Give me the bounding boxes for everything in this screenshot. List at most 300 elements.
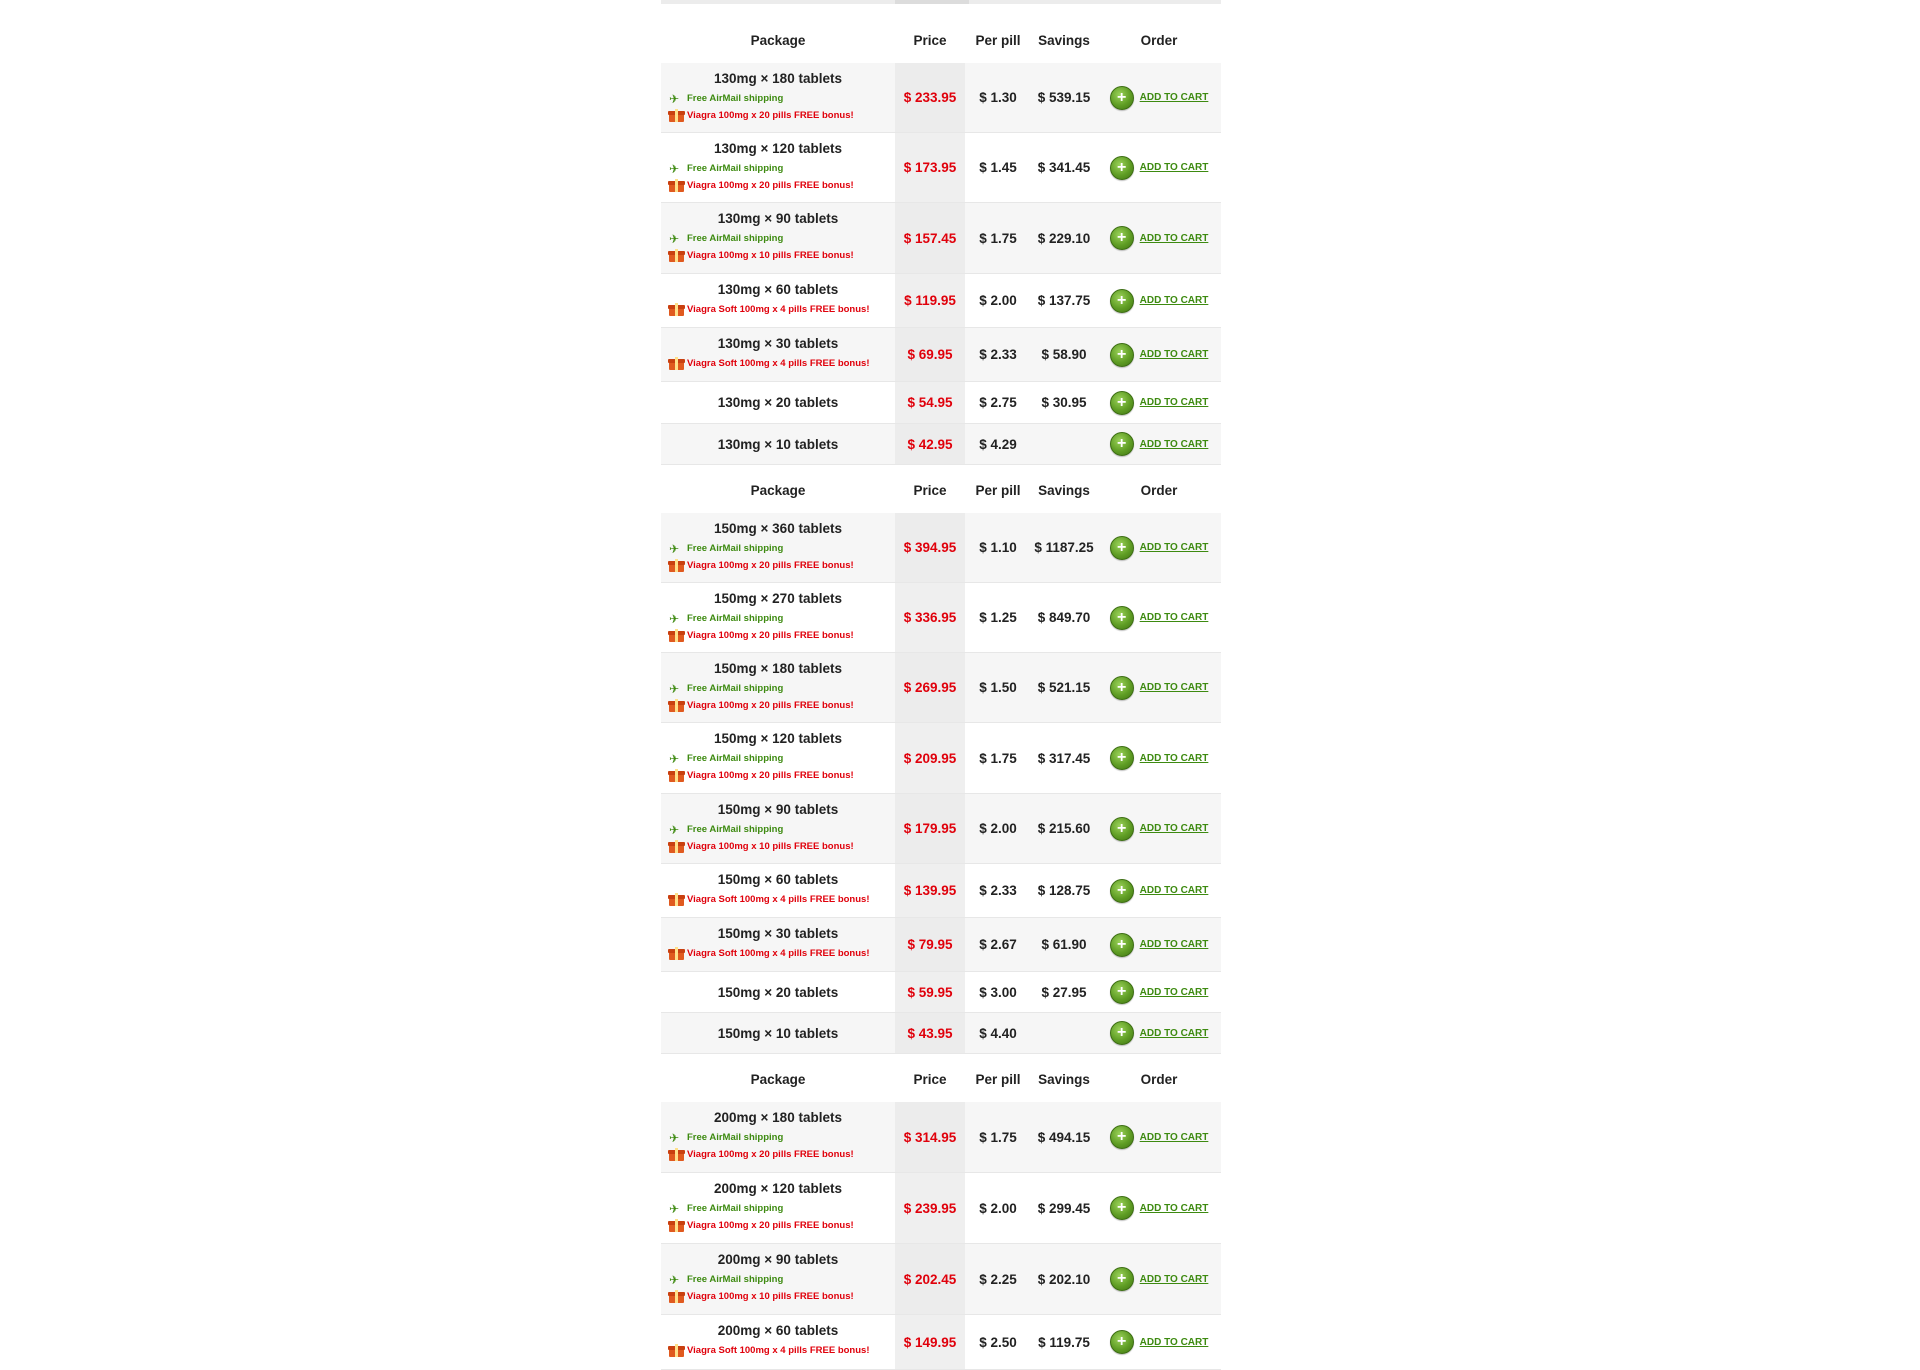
airplane-icon: ✈ (669, 91, 680, 106)
perk-text: Viagra 100mg x 20 pills FREE bonus! (687, 770, 854, 781)
perk-text: Viagra Soft 100mg x 4 pills FREE bonus! (687, 948, 870, 959)
header-savings: Savings (1038, 1071, 1090, 1087)
per-pill-cell: $ 2.00 (979, 293, 1017, 308)
savings-cell: $ 58.90 (1041, 347, 1087, 362)
perk-text: Viagra 100mg x 10 pills FREE bonus! (687, 1291, 854, 1302)
header-per-pill: Per pill (975, 1071, 1021, 1087)
price-cell: $ 119.95 (895, 274, 965, 327)
free-bonus-note (669, 247, 895, 264)
perk-text: Free AirMail shipping (687, 613, 784, 624)
add-to-cart-link[interactable]: ADD TO CART (1139, 1336, 1209, 1348)
plus-icon[interactable]: + (1110, 980, 1134, 1004)
header-order: Order (1140, 32, 1178, 48)
per-pill-cell: $ 1.25 (979, 610, 1017, 625)
add-to-cart-link[interactable]: ADD TO CART (1139, 438, 1209, 450)
per-pill-cell: $ 2.00 (979, 821, 1017, 836)
free-shipping-note (669, 821, 895, 838)
package-cell (661, 424, 895, 464)
gift-icon (669, 699, 687, 712)
savings-cell: $ 1187.25 (1034, 540, 1094, 555)
perk-text: Viagra Soft 100mg x 4 pills FREE bonus! (687, 894, 870, 905)
perk-text: Free AirMail shipping (687, 824, 784, 835)
add-to-cart-button[interactable] (1110, 536, 1209, 560)
order-cell (1097, 864, 1221, 917)
per-pill-cell: $ 4.29 (979, 436, 1017, 452)
add-to-cart-link[interactable]: ADD TO CART (1139, 232, 1209, 244)
header-per-pill: Per pill (975, 482, 1021, 498)
package-name: 130mg × 120 tablets (714, 141, 842, 156)
add-to-cart-link[interactable]: ADD TO CART (1139, 1202, 1209, 1214)
savings-cell: $ 27.95 (1041, 984, 1087, 1000)
gift-icon (669, 629, 687, 642)
price-cell: $ 59.95 (895, 972, 965, 1012)
header-package: Package (750, 482, 806, 498)
add-to-cart-link[interactable]: ADD TO CART (1139, 162, 1209, 173)
perk-text: Free AirMail shipping (687, 753, 784, 764)
package-cell (661, 864, 895, 917)
perk-text: Viagra 100mg x 20 pills FREE bonus! (687, 1220, 854, 1231)
package-cell (661, 1315, 895, 1369)
per-pill-cell: $ 1.45 (979, 160, 1017, 175)
table-row (661, 424, 1221, 465)
order-cell (1097, 1102, 1221, 1172)
free-bonus-note (669, 767, 895, 784)
price-cell: $ 314.95 (895, 1102, 965, 1172)
plus-icon[interactable]: + (1110, 226, 1134, 250)
order-cell (1097, 513, 1221, 582)
airplane-icon: ✈ (669, 231, 680, 246)
add-to-cart-button[interactable] (1110, 879, 1209, 903)
gift-icon (669, 559, 687, 572)
add-to-cart-link[interactable]: ADD TO CART (1139, 1027, 1209, 1039)
add-to-cart-button[interactable] (1110, 1021, 1209, 1045)
gift-icon (669, 109, 687, 122)
package-name: 130mg × 90 tablets (717, 211, 839, 226)
savings-cell: $ 119.75 (1038, 1334, 1090, 1350)
add-to-cart-button[interactable] (1110, 1267, 1209, 1291)
package-name: 130mg × 20 tablets (717, 395, 839, 410)
price-table (661, 17, 1221, 465)
table-row (661, 864, 1221, 918)
gift-icon (669, 249, 687, 262)
add-to-cart-link[interactable]: ADD TO CART (1139, 612, 1209, 623)
table-row (661, 583, 1221, 653)
add-to-cart-button[interactable] (1110, 1196, 1209, 1220)
free-shipping-note (669, 90, 895, 107)
package-name: 150mg × 90 tablets (717, 802, 839, 817)
package-cell (661, 653, 895, 722)
per-pill-cell: $ 1.75 (979, 750, 1017, 766)
package-cell (661, 1173, 895, 1243)
perk-text: Viagra 100mg x 20 pills FREE bonus! (687, 700, 854, 711)
price-cell: $ 139.95 (895, 864, 965, 917)
savings-cell: $ 137.75 (1037, 293, 1091, 308)
package-cell (661, 972, 895, 1012)
price-cell: $ 209.95 (895, 723, 965, 793)
price-table (661, 1056, 1221, 1370)
order-cell (1097, 63, 1221, 132)
add-to-cart-button[interactable] (1110, 980, 1209, 1004)
package-cell (661, 723, 895, 793)
plus-icon[interactable]: + (1110, 1125, 1134, 1149)
savings-cell: $ 494.15 (1037, 1129, 1091, 1145)
package-name: 200mg × 60 tablets (717, 1323, 839, 1338)
package-cell (661, 513, 895, 582)
perk-text: Viagra Soft 100mg x 4 pills FREE bonus! (687, 304, 870, 315)
add-to-cart-link[interactable]: ADD TO CART (1139, 295, 1209, 306)
package-cell (661, 1244, 895, 1314)
order-cell (1097, 1315, 1221, 1369)
package-name: 150mg × 180 tablets (714, 661, 842, 676)
add-to-cart-button[interactable] (1110, 933, 1209, 957)
per-pill-cell: $ 2.25 (979, 1271, 1017, 1287)
gift-icon (669, 303, 687, 316)
package-name: 130mg × 60 tablets (717, 282, 839, 297)
airplane-icon: ✈ (669, 611, 680, 626)
table-row (661, 1244, 1221, 1315)
price-cell: $ 233.95 (895, 63, 965, 132)
add-to-cart-link[interactable]: ADD TO CART (1139, 682, 1209, 693)
perk-text: Free AirMail shipping (687, 1132, 784, 1143)
package-cell (661, 63, 895, 132)
package-name: 150mg × 120 tablets (714, 731, 842, 746)
price-cell: $ 269.95 (895, 653, 965, 722)
package-cell (661, 274, 895, 327)
gift-icon (669, 840, 687, 853)
add-to-cart-link[interactable]: ADD TO CART (1139, 885, 1209, 896)
table-row (661, 1102, 1221, 1173)
price-table (661, 467, 1221, 1054)
free-bonus-note (669, 1288, 895, 1305)
plus-icon[interactable]: + (1110, 86, 1134, 110)
package-name: 200mg × 90 tablets (717, 1252, 839, 1267)
plus-icon[interactable]: + (1110, 676, 1134, 700)
free-shipping-note (669, 610, 895, 627)
free-bonus-note (669, 1146, 895, 1163)
package-name: 150mg × 30 tablets (717, 926, 839, 941)
package-cell (661, 583, 895, 652)
perk-text: Viagra 100mg x 20 pills FREE bonus! (687, 180, 854, 191)
gift-icon (669, 1148, 687, 1161)
table-row (661, 972, 1221, 1013)
savings-cell: $ 229.10 (1037, 230, 1091, 246)
savings-cell: $ 30.95 (1041, 395, 1087, 410)
gift-icon (669, 1219, 687, 1232)
per-pill-cell: $ 2.33 (979, 883, 1017, 898)
plus-icon[interactable]: + (1110, 289, 1134, 313)
add-to-cart-button[interactable] (1110, 343, 1209, 367)
table-row (661, 653, 1221, 723)
add-to-cart-link[interactable]: ADD TO CART (1139, 986, 1209, 998)
add-to-cart-button[interactable] (1110, 432, 1209, 456)
perk-text: Viagra 100mg x 20 pills FREE bonus! (687, 630, 854, 641)
per-pill-cell: $ 4.40 (979, 1025, 1017, 1041)
add-to-cart-button[interactable] (1110, 1330, 1209, 1354)
add-to-cart-button[interactable] (1110, 1125, 1209, 1149)
plus-icon[interactable]: + (1110, 817, 1134, 841)
free-bonus-note (669, 838, 895, 855)
per-pill-cell: $ 2.75 (979, 395, 1017, 410)
free-bonus-note (669, 557, 895, 574)
airplane-icon: ✈ (669, 681, 680, 696)
savings-cell: $ 539.15 (1037, 90, 1091, 105)
airplane-icon: ✈ (669, 1272, 680, 1287)
perk-text: Viagra 100mg x 20 pills FREE bonus! (687, 1149, 854, 1160)
table-header (661, 1056, 1221, 1102)
plus-icon[interactable]: + (1110, 536, 1134, 560)
table-row (661, 794, 1221, 864)
header-package: Package (750, 1071, 806, 1087)
perk-text: Viagra 100mg x 20 pills FREE bonus! (687, 560, 854, 571)
plus-icon[interactable]: + (1110, 1021, 1134, 1045)
perk-text: Viagra 100mg x 10 pills FREE bonus! (687, 250, 854, 261)
order-cell (1097, 328, 1221, 381)
table-row (661, 382, 1221, 424)
per-pill-cell: $ 1.75 (979, 1129, 1017, 1145)
perk-text: Viagra Soft 100mg x 4 pills FREE bonus! (687, 358, 870, 369)
price-cell: $ 54.95 (895, 382, 965, 423)
free-bonus-note (669, 301, 895, 318)
per-pill-cell: $ 1.30 (979, 90, 1017, 105)
order-cell (1097, 133, 1221, 202)
savings-cell: $ 299.45 (1037, 1200, 1091, 1216)
package-cell (661, 918, 895, 971)
header-savings: Savings (1038, 482, 1090, 498)
free-shipping-note (669, 1200, 895, 1217)
perk-text: Free AirMail shipping (687, 543, 784, 554)
plus-icon[interactable]: + (1110, 933, 1134, 957)
price-cell: $ 179.95 (895, 794, 965, 863)
table-row (661, 328, 1221, 382)
order-cell (1097, 1013, 1221, 1053)
gift-icon (669, 1290, 687, 1303)
price-cell: $ 157.45 (895, 203, 965, 273)
per-pill-cell: $ 2.50 (979, 1334, 1017, 1350)
package-name: 150mg × 60 tablets (717, 872, 839, 887)
airplane-icon: ✈ (669, 161, 680, 176)
plus-icon[interactable]: + (1110, 432, 1134, 456)
free-bonus-note (669, 1217, 895, 1234)
free-shipping-note (669, 750, 895, 767)
plus-icon[interactable]: + (1110, 156, 1134, 180)
add-to-cart-button[interactable] (1110, 86, 1209, 110)
table-header (661, 17, 1221, 63)
table-row (661, 723, 1221, 794)
free-bonus-note (669, 355, 895, 372)
per-pill-cell: $ 2.00 (979, 1200, 1017, 1216)
plus-icon[interactable]: + (1110, 1267, 1134, 1291)
add-to-cart-link[interactable]: ADD TO CART (1139, 752, 1209, 764)
savings-cell (1031, 424, 1097, 464)
order-cell (1097, 918, 1221, 971)
free-bonus-note (669, 177, 895, 194)
table-row (661, 1173, 1221, 1244)
price-cell: $ 202.45 (895, 1244, 965, 1314)
add-to-cart-link[interactable]: ADD TO CART (1139, 92, 1209, 103)
add-to-cart-button[interactable] (1110, 676, 1209, 700)
order-cell (1097, 382, 1221, 423)
perk-text: Viagra Soft 100mg x 4 pills FREE bonus! (687, 1345, 870, 1356)
table-row (661, 1315, 1221, 1370)
add-to-cart-button[interactable] (1110, 156, 1209, 180)
price-cell: $ 173.95 (895, 133, 965, 202)
package-name: 150mg × 360 tablets (714, 521, 842, 536)
table-row (661, 513, 1221, 583)
add-to-cart-link[interactable]: ADD TO CART (1139, 1131, 1209, 1143)
perk-text: Free AirMail shipping (687, 233, 784, 244)
airplane-icon: ✈ (669, 541, 680, 556)
free-shipping-note (669, 1271, 895, 1288)
order-cell (1097, 1244, 1221, 1314)
add-to-cart-link[interactable]: ADD TO CART (1139, 939, 1209, 950)
savings-cell (1031, 1013, 1097, 1053)
price-cell: $ 149.95 (895, 1315, 965, 1369)
gift-icon (669, 1344, 687, 1357)
header-order: Order (1140, 482, 1178, 498)
add-to-cart-link[interactable]: ADD TO CART (1139, 1273, 1209, 1285)
package-name: 150mg × 10 tablets (717, 1025, 839, 1041)
order-cell (1097, 972, 1221, 1012)
header-package: Package (750, 32, 806, 48)
airplane-icon: ✈ (669, 751, 680, 766)
price-cell: $ 69.95 (895, 328, 965, 381)
plus-icon[interactable]: + (1110, 606, 1134, 630)
add-to-cart-button[interactable] (1110, 391, 1209, 415)
order-cell (1097, 203, 1221, 273)
price-cell: $ 42.95 (895, 424, 965, 464)
order-cell (1097, 424, 1221, 464)
free-bonus-note (669, 1342, 895, 1359)
price-cell: $ 394.95 (895, 513, 965, 582)
plus-icon[interactable]: + (1110, 343, 1134, 367)
table-row (661, 133, 1221, 203)
package-name: 130mg × 180 tablets (714, 71, 842, 86)
price-cell: $ 43.95 (895, 1013, 965, 1053)
free-shipping-note (669, 680, 895, 697)
airplane-icon: ✈ (669, 822, 680, 837)
airplane-icon: ✈ (669, 1201, 680, 1216)
table-header (661, 467, 1221, 513)
perk-text: Free AirMail shipping (687, 93, 784, 104)
savings-cell: $ 128.75 (1037, 883, 1091, 898)
savings-cell: $ 341.45 (1037, 160, 1091, 175)
gift-icon (669, 947, 687, 960)
per-pill-cell: $ 1.10 (979, 540, 1017, 555)
price-cell: $ 239.95 (895, 1173, 965, 1243)
table-row (661, 63, 1221, 133)
header-order: Order (1140, 1071, 1178, 1087)
per-pill-cell: $ 3.00 (979, 984, 1017, 1000)
free-bonus-note (669, 627, 895, 644)
plus-icon[interactable]: + (1110, 1330, 1134, 1354)
table-row (661, 1013, 1221, 1054)
package-cell (661, 1102, 895, 1172)
perk-text: Free AirMail shipping (687, 1203, 784, 1214)
perk-text: Viagra 100mg x 20 pills FREE bonus! (687, 110, 854, 121)
plus-icon[interactable]: + (1110, 1196, 1134, 1220)
gift-icon (669, 357, 687, 370)
table-row (661, 918, 1221, 972)
free-shipping-note (669, 540, 895, 557)
gift-icon (669, 769, 687, 782)
table-row (661, 203, 1221, 274)
per-pill-cell: $ 2.33 (979, 347, 1017, 362)
add-to-cart-link[interactable]: ADD TO CART (1139, 823, 1209, 834)
header-savings: Savings (1038, 32, 1090, 48)
package-cell (661, 794, 895, 863)
header-price: Price (913, 1071, 947, 1087)
add-to-cart-button[interactable] (1110, 289, 1209, 313)
free-shipping-note (669, 160, 895, 177)
free-bonus-note (669, 697, 895, 714)
package-name: 130mg × 10 tablets (717, 436, 839, 452)
top-divider (661, 0, 1221, 4)
plus-icon[interactable]: + (1110, 879, 1134, 903)
add-to-cart-link[interactable]: ADD TO CART (1139, 397, 1209, 408)
gift-icon (669, 893, 687, 906)
package-cell (661, 382, 895, 423)
plus-icon[interactable]: + (1110, 391, 1134, 415)
order-cell (1097, 1173, 1221, 1243)
order-cell (1097, 583, 1221, 652)
per-pill-cell: $ 2.67 (979, 937, 1017, 952)
add-to-cart-link[interactable]: ADD TO CART (1139, 349, 1209, 360)
add-to-cart-button[interactable] (1110, 746, 1209, 770)
savings-cell: $ 215.60 (1037, 821, 1091, 836)
add-to-cart-button[interactable] (1110, 817, 1209, 841)
gift-icon (669, 179, 687, 192)
add-to-cart-button[interactable] (1110, 226, 1209, 250)
package-cell (661, 1013, 895, 1053)
header-price: Price (913, 32, 947, 48)
add-to-cart-button[interactable] (1110, 606, 1209, 630)
savings-cell: $ 521.15 (1037, 680, 1091, 695)
order-cell (1097, 274, 1221, 327)
order-cell (1097, 723, 1221, 793)
plus-icon[interactable]: + (1110, 746, 1134, 770)
free-bonus-note (669, 107, 895, 124)
package-cell (661, 133, 895, 202)
package-name: 200mg × 180 tablets (714, 1110, 842, 1125)
savings-cell: $ 61.90 (1041, 937, 1087, 952)
order-cell (1097, 653, 1221, 722)
free-shipping-note (669, 1129, 895, 1146)
price-cell: $ 336.95 (895, 583, 965, 652)
savings-cell: $ 849.70 (1037, 610, 1091, 625)
per-pill-cell: $ 1.50 (979, 680, 1017, 695)
table-row (661, 274, 1221, 328)
free-shipping-note (669, 230, 895, 247)
savings-cell: $ 202.10 (1037, 1271, 1091, 1287)
package-cell (661, 203, 895, 273)
perk-text: Free AirMail shipping (687, 163, 784, 174)
perk-text: Free AirMail shipping (687, 1274, 784, 1285)
package-name: 150mg × 270 tablets (714, 591, 842, 606)
header-per-pill: Per pill (975, 32, 1021, 48)
perk-text: Free AirMail shipping (687, 683, 784, 694)
header-price: Price (913, 482, 947, 498)
per-pill-cell: $ 1.75 (979, 230, 1017, 246)
free-bonus-note (669, 891, 895, 908)
free-bonus-note (669, 945, 895, 962)
add-to-cart-link[interactable]: ADD TO CART (1139, 542, 1209, 553)
package-name: 200mg × 120 tablets (714, 1181, 842, 1196)
airplane-icon: ✈ (669, 1130, 680, 1145)
package-cell (661, 328, 895, 381)
perk-text: Viagra 100mg x 10 pills FREE bonus! (687, 841, 854, 852)
package-name: 150mg × 20 tablets (717, 984, 839, 1000)
package-name: 130mg × 30 tablets (717, 336, 839, 351)
